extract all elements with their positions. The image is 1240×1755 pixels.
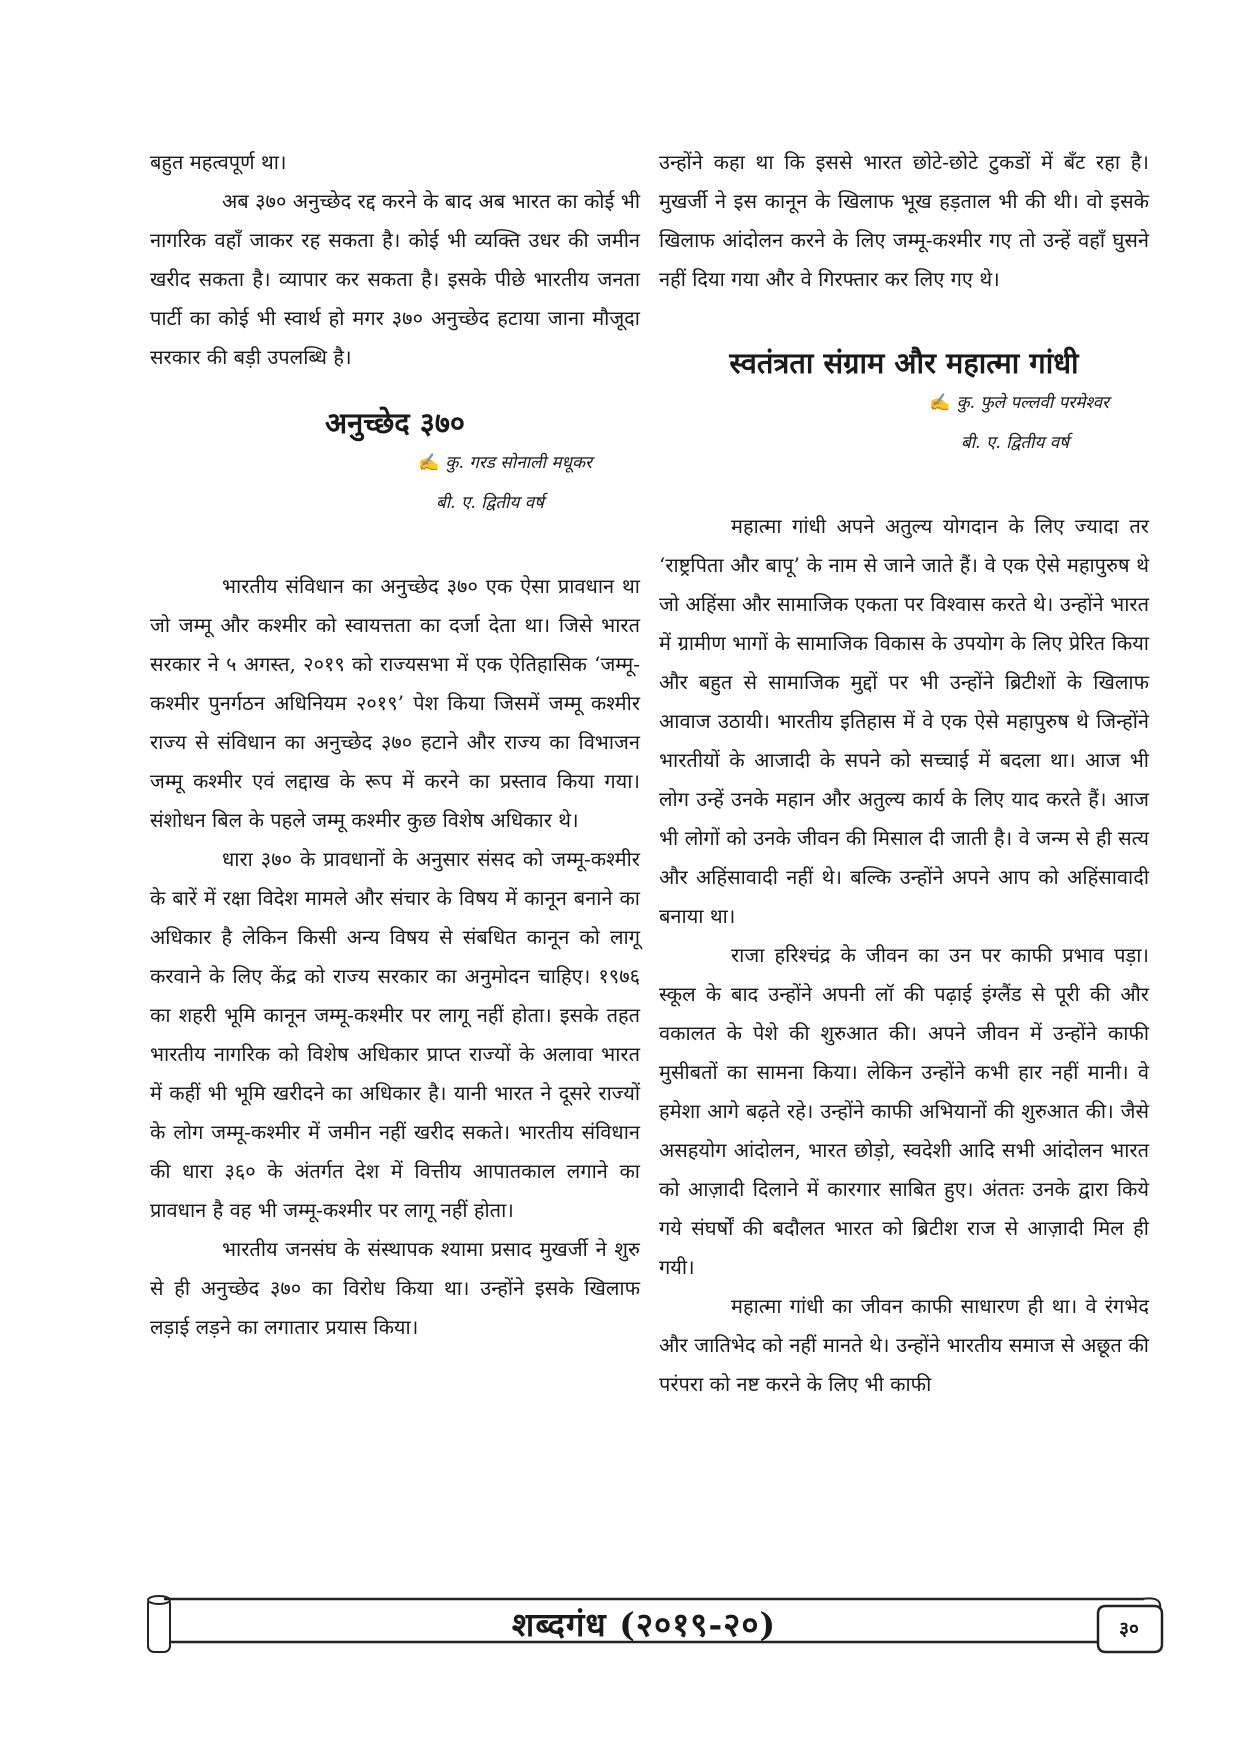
article-title: अनुच्छेद ३७० (325, 406, 465, 440)
paragraph: महात्मा गांधी का जीवन काफी साधारण ही था। वे रंगभेद और जातिभेद को नहीं मानते थे। उन्होंने भारतीय समाज से अछूत की परंपरा को नष्ट करने के लिए भी काफी (659, 1294, 1149, 1396)
paragraph: भारतीय संविधान का अनुच्छेद ३७० एक ऐसा प्रावधान था जो जम्मू और कश्मीर को स्वायत्तता का दर्जा देता था। जिसे भारत सरकार ने ५ अगस्त, २०१९ को राज्यसभा में एक ऐतिहासिक ‘जम्मू-कश्मीर पुनर्गठन अधिनियम २०१९’ पेश किया जिसमें जम्मू कश्मीर राज्य से संविधान का अनुच्छेद ३७० हटाने और राज्य का विभाजन जम्मू कश्मीर एवं लद्दाख के रूप में करने का प्रस्ताव किया गया। संशोधन बिल के पहले जम्मू कश्मीर कुछ विशेष अधिकार थे। (150, 574, 640, 832)
author-name: कु. फुले पल्लवी परमेश्वर (956, 393, 1109, 413)
footer-banner (144, 1592, 1166, 1656)
author-byline (659, 383, 1149, 423)
author-class: बी. ए. द्वितीय वर्ष (436, 493, 544, 513)
left-column (150, 143, 640, 1347)
pen-nib-icon: ✍ (418, 453, 440, 473)
author-class: बी. ए. द्वितीय वर्ष (961, 433, 1069, 453)
author-byline (150, 443, 640, 483)
page-number: ३० (1119, 1618, 1139, 1640)
paragraph: धारा ३७० के प्रावधानों के अनुसार संसद को जम्मू-कश्मीर के बारें में रक्षा विदेश मामले और संचार के विषय में कानून बनाने का अधिकार है लेकिन किसी अन्य विषय से संबधित कानून को लागू करवाने के लिए केंद्र को राज्य सरकार का अनुमोदन चाहिए। १९७६ का शहरी भूमि कानून जम्मू-कश्मीर पर लागू नहीं होता। इसके तहत भारतीय नागरिक को विशेष अधिकार प्राप्त राज्यों के अलावा भारत में कहीं भी भूमि खरीदने का अधिकार है। यानी भारत ने दूसरे राज्यों के लोग जम्मू-कश्मीर में जमीन नहीं खरीद सकते। भारतीय संविधान की धारा ३६० के अंतर्गत देश में वित्तीय आपातकाल लगाने का प्रावधान है वह भी जम्मू-कश्मीर पर लागू नहीं होता। (150, 847, 640, 1222)
paragraph: उन्होंने कहा था कि इससे भारत छोटे-छोटे टुकडों में बँट रहा है। मुखर्जी ने इस कानून के खिलाफ भूख हड़ताल भी की थी। वो इसके खिलाफ आंदोलन करने के लिए जम्मू-कश्मीर गए तो उन्हें वहाँ घुसने नहीं दिया गया और वे गिरफ्तार कर लिए गए थे। (659, 150, 1149, 291)
pen-nib-icon: ✍ (929, 393, 951, 413)
right-column (659, 143, 1149, 1404)
author-name: कु. गरड सोनाली मधूकर (445, 453, 592, 473)
paragraph: बहुत महत्वपूर्ण था। (150, 150, 287, 174)
paragraph: भारतीय जनसंघ के संस्थापक श्यामा प्रसाद मुखर्जी ने शुरु से ही अनुच्छेद ३७० का विरोध किया था। उन्होंने इसके खिलाफ लड़ाई लड़ने का लगातार प्रयास किया। (150, 1237, 640, 1339)
article-title: स्वतंत्रता संग्राम और महात्मा गांधी (729, 346, 1079, 380)
paragraph: महात्मा गांधी अपने अतुल्य योगदान के लिए ज्यादा तर ‘राष्ट्रपिता और बापू’ के नाम से जाने जाते हैं। वे एक ऐसे महापुरुष थे जो अहिंसा और सामाजिक एकता पर विश्वास करते थे। उन्होंने भारत में ग्रामीण भागों के सामाजिक विकास के उपयोग के लिए प्रेरित किया और बहुत से सामाजिक मुद्दों पर भी उन्होंने ब्रिटीशों के खिलाफ आवाज उठायी। भारतीय इतिहास में वे एक ऐसे महापुरुष थे जिन्होंने भारतीयों के आजादी के सपने को सच्चाई में बदला था। आज भी लोग उन्हें उनके महान और अतुल्य कार्य के लिए याद करते हैं। आज भी लोगों को उनके जीवन की मिसाल दी जाती है। वे जन्म से ही सत्य और अहिंसावादी नहीं थे। बल्कि उन्होंने अपने आप को अहिंसावादी बनाया था। (659, 514, 1149, 928)
paragraph: अब ३७० अनुच्छेद रद्द करने के बाद अब भारत का कोई भी नागरिक वहाँ जाकर रह सकता है। कोई भी व्यक्ति उधर की जमीन खरीद सकता है। व्यापार कर सकता है। इसके पीछे भारतीय जनता पार्टी का कोई भी स्वार्थ हो मगर ३७० अनुच्छेद हटाया जाना मौजूदा सरकार की बड़ी उपलब्धि है। (150, 189, 641, 369)
magazine-title: शब्दगंध (२०१९-२०) (511, 1605, 777, 1644)
paragraph: राजा हरिश्चंद्र के जीवन का उन पर काफी प्रभाव पड़ा। स्कूल के बाद उन्होंने अपनी लॉ की पढ़ाई इंग्लैंड से पूरी की और वकालत के पेशे की शुरुआत की। अपने जीवन में उन्होंने काफी मुसीबतों का सामना किया। लेकिन उन्होंने कभी हार नहीं मानी। वे हमेशा आगे बढ़ते रहे। उन्होंने काफी अभियानों की शुरुआत की। जैसे असहयोग आंदोलन, भारत छोड़ो, स्वदेशी आदि सभी आंदोलन भारत को आज़ादी दिलाने में कारगार साबित हुए। अंततः उनके द्वारा किये गये संघर्षों की बदौलत भारत को ब्रिटीश राज से आज़ादी मिल ही गयी। (659, 943, 1149, 1279)
